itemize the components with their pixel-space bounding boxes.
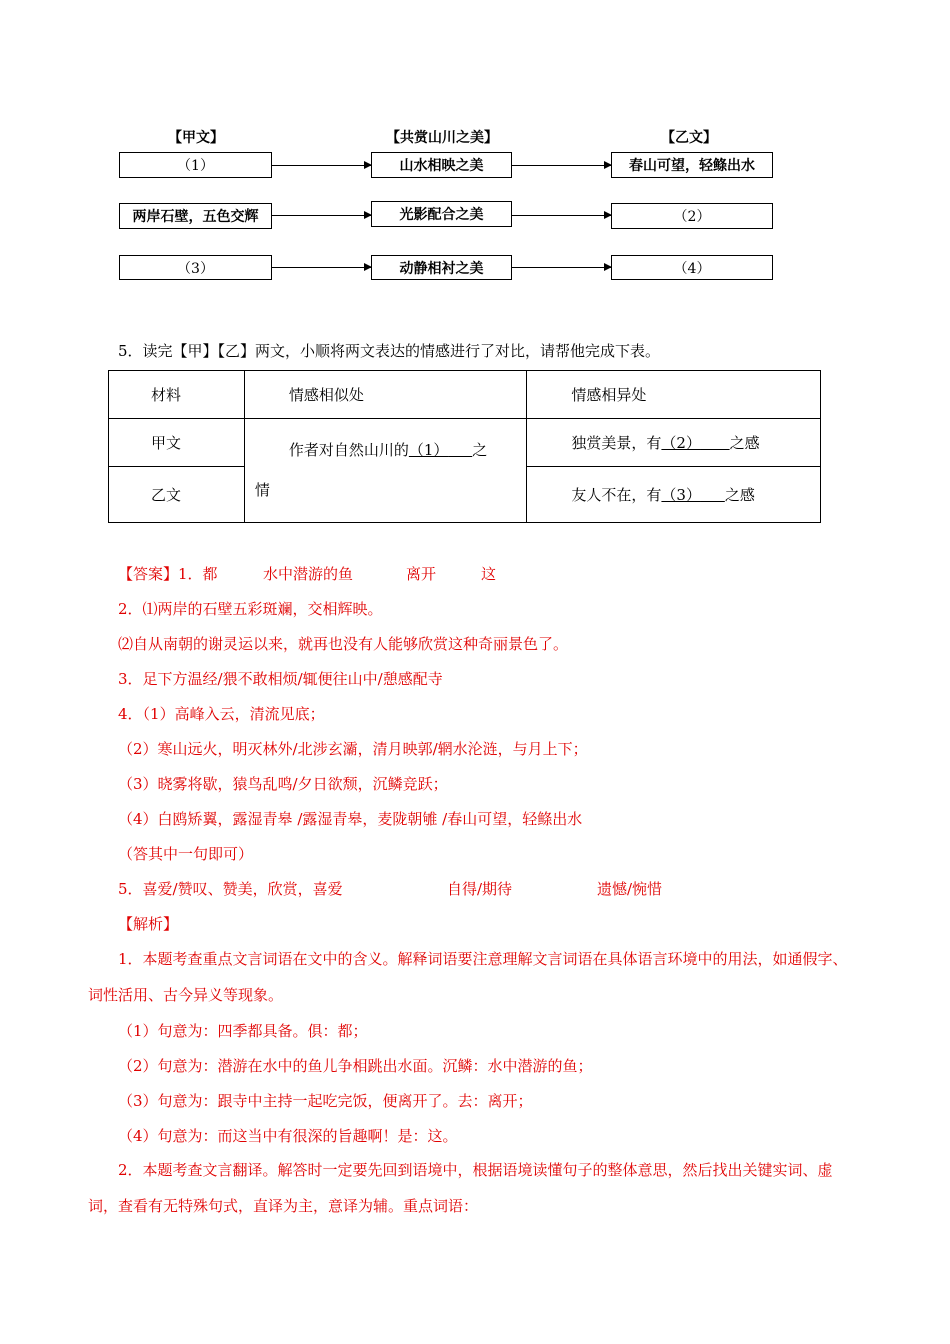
- yi-box-1: 春山可望，轻鲦出水: [611, 152, 773, 178]
- question-5-prompt: 5．读完【甲】【乙】两文，小顺将两文表达的情感进行了对比，请帮他完成下表。: [118, 342, 661, 360]
- header-jia: 【甲文】: [168, 130, 224, 146]
- answer-1-b: 水中潜游的鱼: [263, 565, 354, 583]
- blank-3: （3）: [661, 486, 701, 504]
- analysis-item-1: （1）句意为：四季都具备。俱：都；: [118, 1022, 368, 1040]
- answer-1-a: 【答案】1．都: [118, 565, 218, 583]
- analysis-paragraph-2: 2．本题考查文言翻译。解答时一定要先回到语境中，根据语境读懂句子的整体意思，然后找出关键实词、虚词，查看有无特殊句式，直译为主，意译为辅。重点词语：: [88, 1161, 833, 1215]
- answer-5-a: 5．喜爱/赞叹、赞美，欣赏，喜爱: [118, 880, 343, 898]
- table-header-different: 情感相异处: [527, 371, 821, 419]
- answer-4-4: （4）白鸥矫翼，露湿青皋 /露湿青皋，麦陇朝雊 /春山可望，轻鲦出水: [118, 810, 583, 828]
- answer-5-b: 自得/期待: [447, 880, 513, 898]
- jia-box-3: （3）: [119, 255, 272, 280]
- answer-5-c: 遗憾/惋惜: [597, 880, 663, 898]
- analysis-item-3: （3）句意为：跟寺中主持一起吃完饭，便离开了。去：离开；: [118, 1092, 533, 1110]
- answer-1-d: 这: [481, 565, 497, 583]
- header-yi: 【乙文】: [661, 130, 717, 146]
- table-row-yi: 乙文: [109, 467, 245, 523]
- answer-3: 3．足下方温经/猥不敢相烦/辄便往山中/憩感配寺: [118, 670, 443, 688]
- yi-box-3: （4）: [611, 255, 773, 280]
- table-cell-similar: 作者对自然山川的（1） 之 情: [244, 419, 527, 523]
- table-cell-jia-different: 独赏美景，有（2） 之感: [527, 419, 821, 467]
- yi-box-2: （2）: [611, 203, 773, 229]
- arrow-icon: [512, 267, 611, 268]
- arrow-icon: [272, 215, 371, 216]
- emotion-comparison-table: [108, 370, 821, 523]
- answer-1-c: 离开: [406, 565, 437, 583]
- table-row-jia: 甲文: [109, 419, 245, 467]
- shared-box-3: 动静相衬之美: [371, 255, 512, 280]
- analysis-item-2: （2）句意为：潜游在水中的鱼儿争相跳出水面。沉鳞：水中潜游的鱼；: [118, 1057, 593, 1075]
- answer-2-1: 2．⑴两岸的石壁五彩斑斓，交相辉映。: [118, 600, 383, 618]
- answer-4-2: （2）寒山远火，明灭林外/北涉玄灞，清月映郭/辋水沦涟，与月上下；: [118, 740, 588, 758]
- jia-box-1: （1）: [119, 152, 272, 178]
- blank-2: （2）: [661, 434, 701, 452]
- answer-4-3: （3）晓雾将歇，猿鸟乱鸣/夕日欲颓，沉鳞竞跃；: [118, 775, 448, 793]
- shared-box-2: 光影配合之美: [371, 201, 512, 227]
- answer-4-1: 4．（1）高峰入云，清流见底；: [118, 705, 325, 723]
- analysis-paragraph-1: 1．本题考查重点文言词语在文中的含义。解释词语要注意理解文言词语在具体语言环境中的用法，如通假字、词性活用、古今异义等现象。: [88, 950, 848, 1004]
- arrow-icon: [272, 267, 371, 268]
- arrow-icon: [512, 165, 611, 166]
- table-header-material: 材料: [109, 371, 245, 419]
- comparison-diagram: [0, 0, 950, 300]
- table-cell-yi-different: 友人不在，有（3） 之感: [527, 467, 821, 523]
- arrow-icon: [272, 165, 371, 166]
- arrow-icon: [512, 215, 611, 216]
- answer-2-2: ⑵自从南朝的谢灵运以来，就再也没有人能够欣赏这种奇丽景色了。: [118, 635, 569, 653]
- header-shared-beauty: 【共赏山川之美】: [386, 130, 498, 146]
- analysis-item-4: （4）句意为：而这当中有很深的旨趣啊！是：这。: [118, 1127, 458, 1145]
- table-header-similar: 情感相似处: [244, 371, 527, 419]
- blank-1: （1）: [408, 440, 449, 459]
- jia-box-2: 两岸石壁，五色交辉: [119, 203, 272, 229]
- analysis-label: 【解析】: [118, 915, 179, 933]
- shared-box-1: 山水相映之美: [371, 152, 512, 178]
- answer-4-note: （答其中一句即可）: [118, 845, 254, 863]
